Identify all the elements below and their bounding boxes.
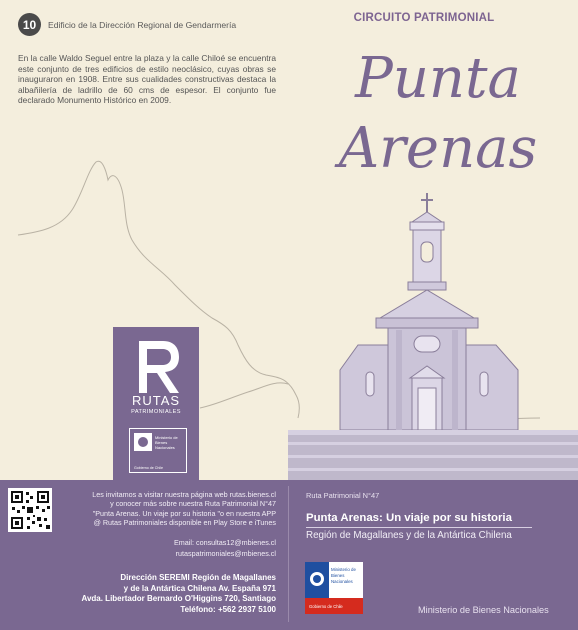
contact-emails: [100, 538, 276, 559]
attraction-number-badge: 10: [18, 13, 41, 36]
svg-text:Gobierno de Chile: Gobierno de Chile: [309, 604, 343, 609]
gov-logo-small: [129, 428, 187, 473]
footer-divider: [288, 486, 289, 622]
page-title-line-1: Punta: [355, 46, 521, 111]
ministry-name: Ministerio de Bienes Nacionales: [418, 605, 549, 615]
address-line: y de la Antártica Chilena Av. España 971: [123, 583, 276, 593]
logo-subtitle: PATRIMONIALES: [131, 409, 181, 415]
address-line: Dirección SEREMI Región de Magallanes: [120, 573, 276, 582]
address-line: Teléfono: +562 2937 5100: [180, 604, 276, 614]
invite-line: @ Rutas Patrimoniales disponible en Play Store e iTunes: [93, 518, 276, 528]
hill-outline-icon: [200, 383, 288, 408]
r-letter-icon: [129, 337, 185, 397]
svg-text:Ministerio de: Ministerio de: [155, 435, 178, 440]
rutas-logo: [113, 327, 199, 480]
address-line: Avda. Libertador Bernardo O'Higgins 720, Santiago: [81, 594, 276, 604]
email-line[interactable]: rutaspatrimoniales@mbienes.cl: [175, 548, 276, 558]
invite-line: y conocer más sobre nuestra Ruta Patrimonial N°47: [110, 499, 276, 509]
svg-text:Nacionales: Nacionales: [155, 445, 175, 450]
invite-line: "Punta Arenas. Un viaje por su historia "o en nuestra APP: [92, 508, 276, 518]
svg-text:Gobierno de Chile: Gobierno de Chile: [134, 466, 163, 470]
svg-text:Bienes: Bienes: [331, 573, 345, 578]
svg-text:Bienes: Bienes: [155, 440, 168, 445]
invite-text: [60, 490, 276, 528]
qr-code-icon[interactable]: [8, 488, 52, 532]
ruta-title-underline: [306, 527, 532, 528]
invite-line: Les invitamos a visitar nuestra página web rutas.bienes.cl: [92, 490, 276, 499]
attraction-title: Edificio de la Dirección Regional de Gendarmería: [48, 19, 237, 30]
svg-text:Nacionales: Nacionales: [331, 579, 353, 584]
page-title-line-2: Arenas: [338, 116, 538, 181]
ruta-title: Punta Arenas: Un viaje por su historia: [306, 512, 512, 524]
logo-name: RUTAS: [131, 393, 181, 408]
svg-text:Ministerio de: Ministerio de: [331, 567, 356, 572]
contact-address: [40, 573, 276, 615]
ruta-number: Ruta Patrimonial N°47: [306, 491, 380, 500]
circuit-label: CIRCUITO PATRIMONIAL: [353, 12, 495, 24]
attraction-description: En la calle Waldo Seguel entre la plaza y la calle Chiloé se encuentra este conjunto de tres edificios de estilo neoclásico, cuyas obras se inauguraron en 1908. Entre sus cualidades constructivas destaca la albañilería de ladrillo de 60 cms de espesor. El conjunto fue declarado Monumento Histórico en 2009.: [18, 53, 276, 106]
church-icon: [288, 193, 578, 480]
email-line[interactable]: Email: consultas12@mbienes.cl: [174, 538, 276, 547]
ruta-subtitle: Región de Magallanes y de la Antártica Chilena: [306, 530, 512, 541]
gobierno-logo: [305, 562, 363, 614]
